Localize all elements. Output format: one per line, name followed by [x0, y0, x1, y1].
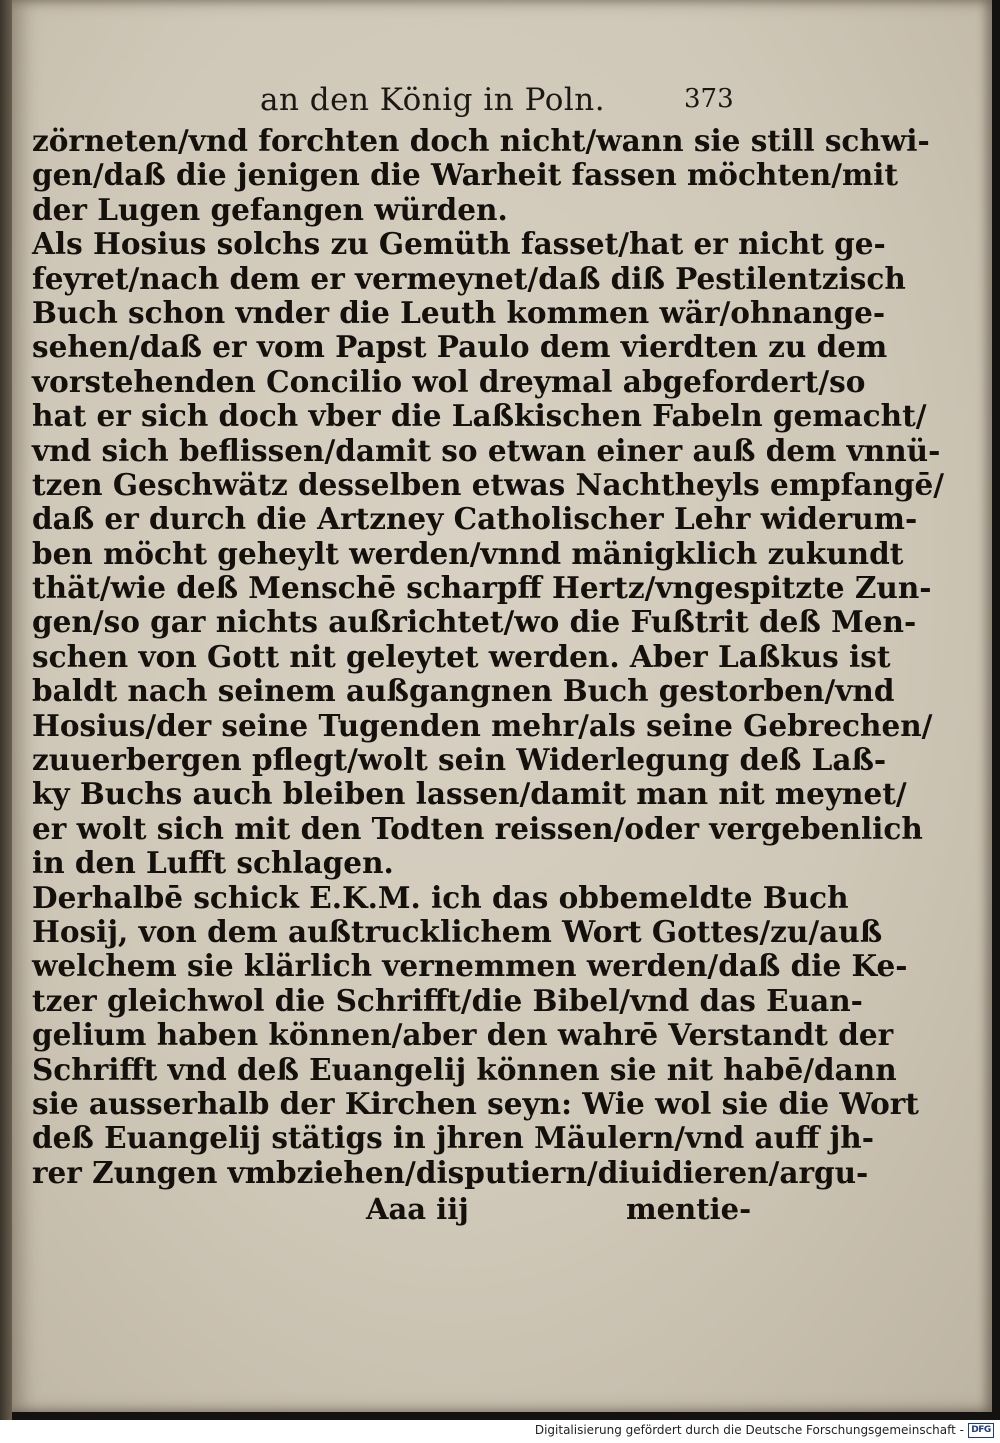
text-line: er wolt sich mit den Todten reissen/oder vergebenlich	[32, 810, 923, 846]
body-text	[32, 123, 945, 1190]
running-head-title: an den König in Poln.	[260, 82, 606, 118]
page-footer-line	[12, 1192, 992, 1228]
text-line: feyret/nach dem er vermeynet/daß diß Pestilentzisch	[32, 260, 906, 296]
text-line: hat er sich doch vber die Laßkischen Fabeln gemacht/	[32, 398, 927, 434]
text-line: zuuerbergen pflegt/wolt sein Widerlegung deß Laß-	[32, 742, 887, 778]
text-line: rer Zungen vmbziehen/disputiern/diuidieren/argu-	[32, 1154, 869, 1190]
text-line: Buch schon vnder die Leuth kommen wär/ohnange-	[32, 294, 886, 330]
text-line: Als Hosius solchs zu Gemüth fasset/hat er nicht ge-	[32, 226, 886, 262]
text-line: vnd sich beflissen/damit so etwan einer auß dem vnnü-	[32, 432, 941, 468]
text-line: Derhalbē schick E.K.M. ich das obbemeldte Buch	[32, 879, 849, 915]
signature-mark: Aaa iij	[366, 1192, 469, 1226]
digitization-footer	[0, 1420, 1000, 1443]
catchword: mentie-	[626, 1192, 752, 1226]
text-line: ky Buchs auch bleiben lassen/damit man nit meynet/	[32, 776, 907, 812]
text-line: tzer gleichwol die Schrifft/die Bibel/vnd das Euan-	[32, 982, 863, 1018]
text-line: deß Euangelij stätigs in jhren Mäulern/vnd auff jh-	[32, 1120, 874, 1156]
text-line: ben möcht geheylt werden/vnnd mänigklich zukundt	[32, 535, 904, 571]
text-line: vorstehenden Concilio wol dreymal abgefordert/so	[32, 363, 866, 399]
text-line: sehen/daß er vom Papst Paulo dem vierdten zu dem	[32, 329, 888, 365]
page-number: 373	[684, 84, 734, 114]
text-line: tzen Geschwätz desselben etwas Nachtheyls empfangē/	[32, 466, 945, 502]
text-line: daß er durch die Artzney Catholischer Lehr widerum-	[32, 501, 918, 537]
text-line: Hosius/der seine Tugenden mehr/als seine Gebrechen/	[32, 707, 933, 743]
text-line: gelium haben können/aber den wahrē Verstandt der	[32, 1017, 894, 1053]
funding-credit: Digitalisierung gefördert durch die Deutsche Forschungsgemeinschaft -	[534, 1423, 964, 1437]
text-line: zörneten/vnd forchten doch nicht/wann sie still schwi-	[32, 123, 930, 158]
book-page	[12, 0, 992, 1412]
running-head	[12, 82, 992, 122]
dfg-logo: DFG	[968, 1423, 994, 1438]
text-line: sie ausserhalb der Kirchen seyn: Wie wol sie die Wort	[32, 1085, 919, 1121]
text-line: Hosij, von dem außtrucklichem Wort Gottes/zu/auß	[32, 913, 883, 949]
text-line: Schrifft vnd deß Euangelij können sie nit habē/dann	[32, 1051, 897, 1087]
text-line: schen von Gott nit geleytet werden. Aber Laßkus ist	[32, 638, 891, 674]
text-line: welchem sie klärlich vernemmen werden/daß die Ke-	[32, 948, 908, 984]
text-line: gen/so gar nichts außrichtet/wo die Fußtrit deß Men-	[32, 604, 917, 640]
text-line: thät/wie deß Menschē scharpff Hertz/vngespitzte Zun-	[32, 570, 932, 606]
text-line: gen/daß die jenigen die Warheit fassen möchten/mit	[32, 157, 899, 193]
book-spine	[0, 0, 12, 1420]
text-line: in den Lufft schlagen.	[32, 845, 394, 881]
text-line: der Lugen gefangen würden.	[32, 191, 508, 227]
text-line: baldt nach seinem außgangnen Buch gestorben/vnd	[32, 673, 895, 709]
